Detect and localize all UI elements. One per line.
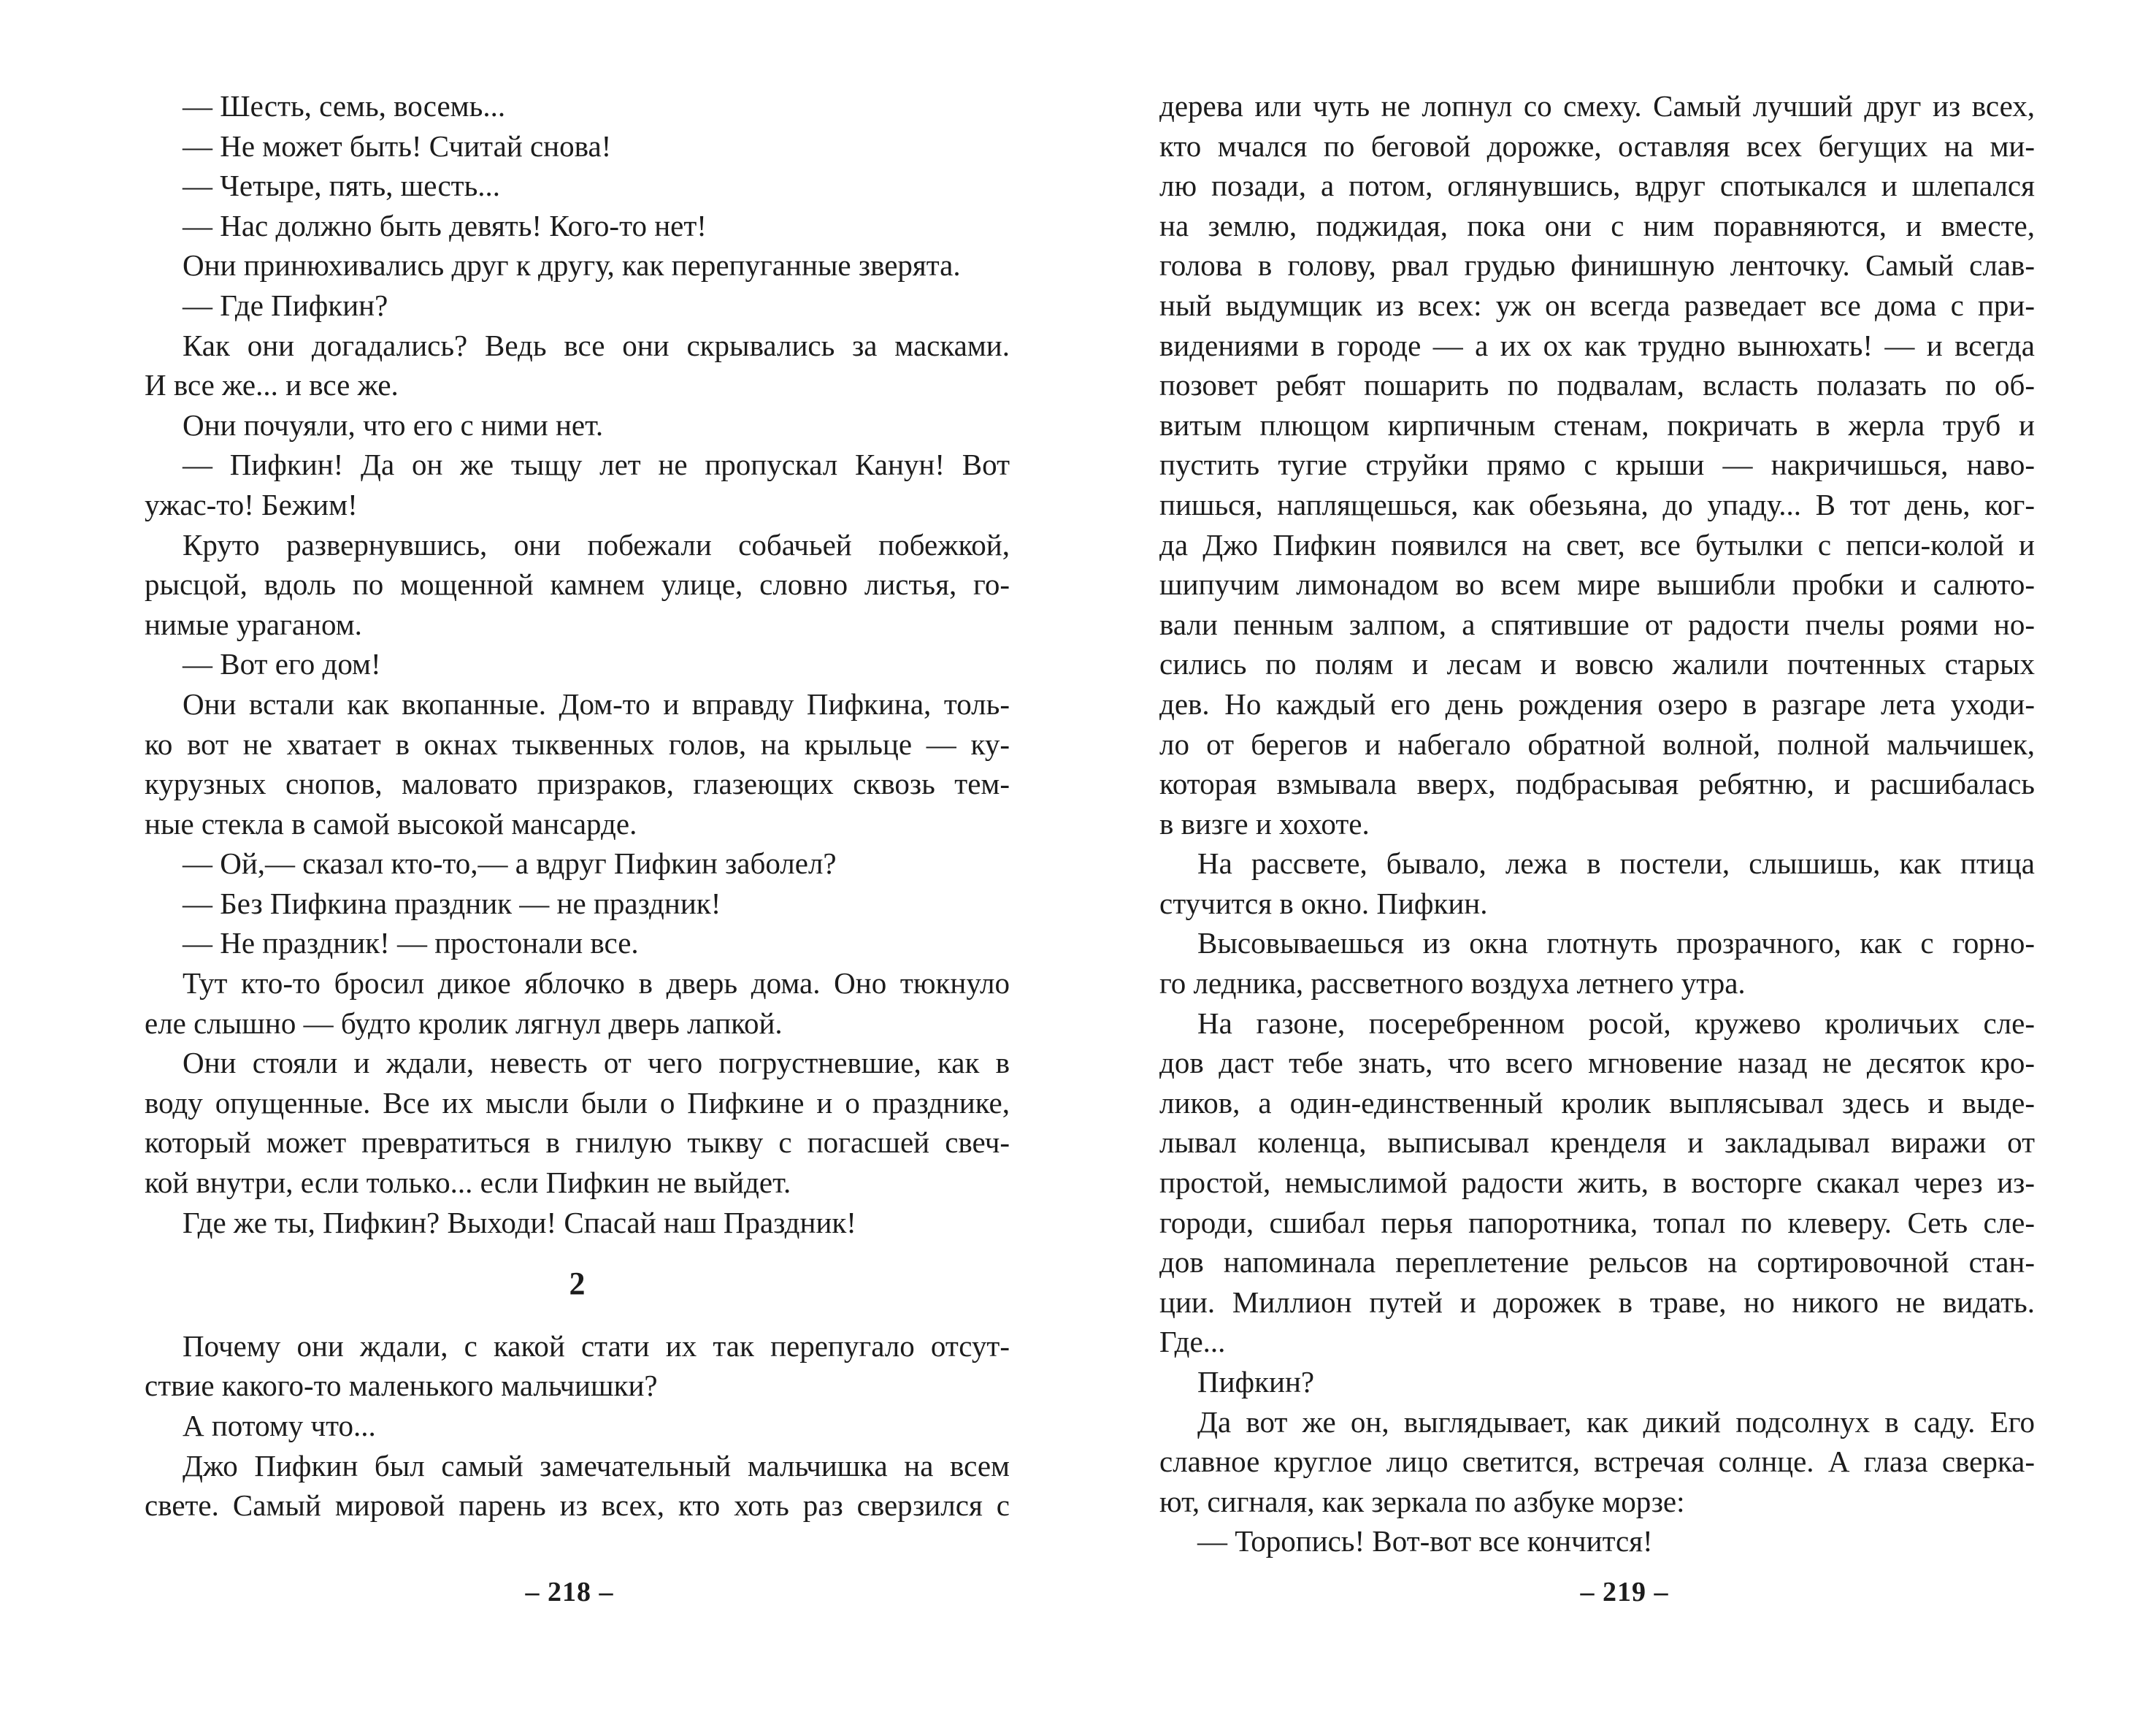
text-line: Да вот же он, выглядывает, как дикий подсолнух в саду. Его (1197, 1404, 2035, 1439)
text-line: — Вот его дом! (183, 647, 381, 681)
text-line: ствие какого-то маленького мальчишки? (145, 1369, 658, 1403)
text-line: — Не праздник! — простонали все. (183, 926, 639, 960)
text-line: ко вот не хватает в окнах тыквенных голов, на крыльце — ку- (145, 727, 1010, 761)
text-line: в визге и хохоте. (1159, 806, 1370, 841)
text-line: ют, сигналя, как зеркала по азбуке морзе: (1159, 1484, 1685, 1518)
text-line: лю позади, а потом, оглянувшись, вдруг спотыкался и шлепался (1159, 169, 2035, 203)
text-line: Пифкин? (1197, 1365, 1315, 1399)
text-line: дов даст тебе знать, что всего мгновение назад не десяток кро- (1159, 1046, 2035, 1080)
text-line: кто мчался по беговой дорожке, оставляя всех бегущих на ми- (1159, 129, 2035, 163)
text-line: шипучим лимонадом во всем мире вышибли пробки и салюто- (1159, 567, 2035, 602)
page-number-right: – 219 – (1580, 1577, 1669, 1607)
text-line: Круто развернувшись, они побежали собачьей побежкой, (183, 527, 1010, 562)
text-line: простой, немыслимой радости жить, в восторге скакал через из- (1159, 1166, 2035, 1200)
text-line: дев. Но каждый его день рождения озеро в разгаре лета уходи- (1159, 686, 2035, 721)
text-line: Где... (1159, 1325, 1226, 1359)
text-line: позовет ребят пошарить по подвалам, всласть полазать по об- (1159, 368, 2035, 402)
text-line: ные стекла в самой высокой мансарде. (145, 806, 637, 841)
text-line: ции. Миллион путей и дорожек в траве, но никого не видать. (1159, 1285, 2035, 1319)
text-line: вали пенным залпом, а спятившие от радости пчелы роями но- (1159, 607, 2035, 641)
text-line: которая взмывала вверх, подбрасывая ребятню, и расшибалась (1159, 767, 2035, 801)
chapter-gap-top (145, 1242, 1010, 1264)
text-line: да Джо Пифкин появился на свет, все бутылки с пепси-колой и (1159, 527, 2035, 562)
text-line: — Четыре, пять, шесть... (183, 169, 501, 203)
page-number-left: – 218 – (525, 1577, 614, 1607)
text-line: На рассвете, бывало, лежа в постели, слышишь, как птица (1197, 846, 2035, 881)
text-line: ужас-то! Бежим! (145, 487, 358, 521)
text-line: — Пифкин! Да он же тыщу лет не пропускал Канун! Вот (183, 448, 1010, 482)
right-page-text (1159, 86, 2035, 1561)
text-line: — Ой,— сказал кто-то,— а вдруг Пифкин заболел? (183, 846, 837, 881)
text-line: На газоне, посеребренном росой, кружево кроличьих сле- (1197, 1006, 2035, 1040)
right-page (1159, 86, 2035, 1561)
text-line: дов напоминала переплетение рельсов на сортировочной стан- (1159, 1245, 2035, 1280)
text-line: Они принюхивались друг к другу, как перепуганные зверята. (183, 248, 961, 283)
chapter-gap-bottom (145, 1304, 1010, 1326)
text-line: который может превратиться в гнилую тыкву с погасшей свеч- (145, 1125, 1010, 1160)
text-line: И все же... и все же. (145, 368, 399, 402)
text-line: нимые ураганом. (145, 607, 362, 641)
text-line: рысцой, вдоль по мощенной камнем улице, словно листья, го- (145, 567, 1010, 602)
text-line: Джо Пифкин был самый замечательный мальчишка на всем (183, 1448, 1010, 1483)
text-line: — Нас должно быть девять! Кого-то нет! (183, 208, 707, 242)
text-line: воду опущенные. Все их мысли были о Пифкине и о празднике, (145, 1085, 1010, 1120)
text-line: Они встали как вкопанные. Дом-то и вправду Пифкина, толь- (183, 686, 1010, 721)
text-line: ный выдумщик из всех: уж он всегда разведает все дома с при- (1159, 288, 2035, 322)
text-line: — Шесть, семь, восемь... (183, 89, 506, 123)
left-page-chapter-text (145, 1326, 1010, 1526)
left-page-text (145, 86, 1010, 1242)
chapter-number: 2 (569, 1266, 586, 1302)
text-line: — Без Пифкина праздник — не праздник! (183, 886, 721, 920)
text-line: Они почуяли, что его с ними нет. (183, 408, 604, 442)
text-line: — Торопись! Вот-вот все кончится! (1197, 1524, 1653, 1558)
text-line: Как они догадались? Ведь все они скрывались за масками. (183, 328, 1010, 362)
text-line: славное круглое лицо светится, встречая солнце. А глаза сверка- (1159, 1445, 2035, 1479)
text-line: стучится в окно. Пифкин. (1159, 886, 1488, 920)
text-line: пишься, наплящешься, как обезьяна, до упаду... В тот день, ког- (1159, 487, 2035, 521)
text-line: Тут кто-то бросил дикое яблочко в дверь дома. Оно тюкнуло (183, 966, 1010, 1001)
text-line: дерева или чуть не лопнул со смеху. Самый лучший друг из всех, (1159, 89, 2035, 123)
text-line: свете. Самый мировой парень из всех, кто хоть раз сверзился с (145, 1488, 1010, 1523)
text-line: го ледника, рассветного воздуха летнего утра. (1159, 966, 1746, 1001)
text-line: голова в голову, рвал грудью финишную ленточку. Самый слав- (1159, 248, 2035, 283)
text-line: ло от берегов и набегало обратной волной, полной мальчишек, (1159, 727, 2035, 761)
text-line: Почему они ждали, с какой стати их так перепугало отсут- (183, 1328, 1010, 1363)
text-line: Где же ты, Пифкин? Выходи! Спасай наш Праздник! (183, 1205, 856, 1239)
left-page (145, 86, 1010, 1526)
text-line: кой внутри, если только... если Пифкин не выйдет. (145, 1166, 791, 1200)
text-line: А потому что... (183, 1409, 376, 1442)
text-line: еле слышно — будто кролик лягнул дверь лапкой. (145, 1006, 783, 1040)
text-line: — Не может быть! Считай снова! (183, 129, 612, 163)
text-line: — Где Пифкин? (183, 288, 388, 322)
text-line: сились по полям и лесам и вовсю жалили почтенных старых (1159, 647, 2035, 681)
text-line: пустить тугие струйки прямо с крыши — накричишься, наво- (1159, 448, 2035, 482)
text-line: лывал коленца, выписывал кренделя и закладывал виражи от (1159, 1125, 2035, 1160)
text-line: Высовываешься из окна глотнуть прозрачного, как с горно- (1197, 926, 2035, 960)
text-line: Они стояли и ждали, невесть от чего погрустневшие, как в (183, 1046, 1010, 1080)
text-line: курузных снопов, маловато призраков, глазеющих сквозь тем- (145, 767, 1010, 801)
text-line: витым плющом кирпичным стенам, покричать в жерла труб и (1159, 408, 2035, 442)
text-line: на землю, поджидая, пока они с ним поравняются, и вместе, (1159, 208, 2035, 242)
text-line: городи, сшибал перья папоротника, топал по клеверу. Сеть сле- (1159, 1205, 2035, 1239)
text-line: видениями в городе — а их ох как трудно вынюхать! — и всегда (1159, 328, 2035, 362)
text-line: ликов, а один-единственный кролик выплясывал здесь и выде- (1159, 1085, 2035, 1120)
